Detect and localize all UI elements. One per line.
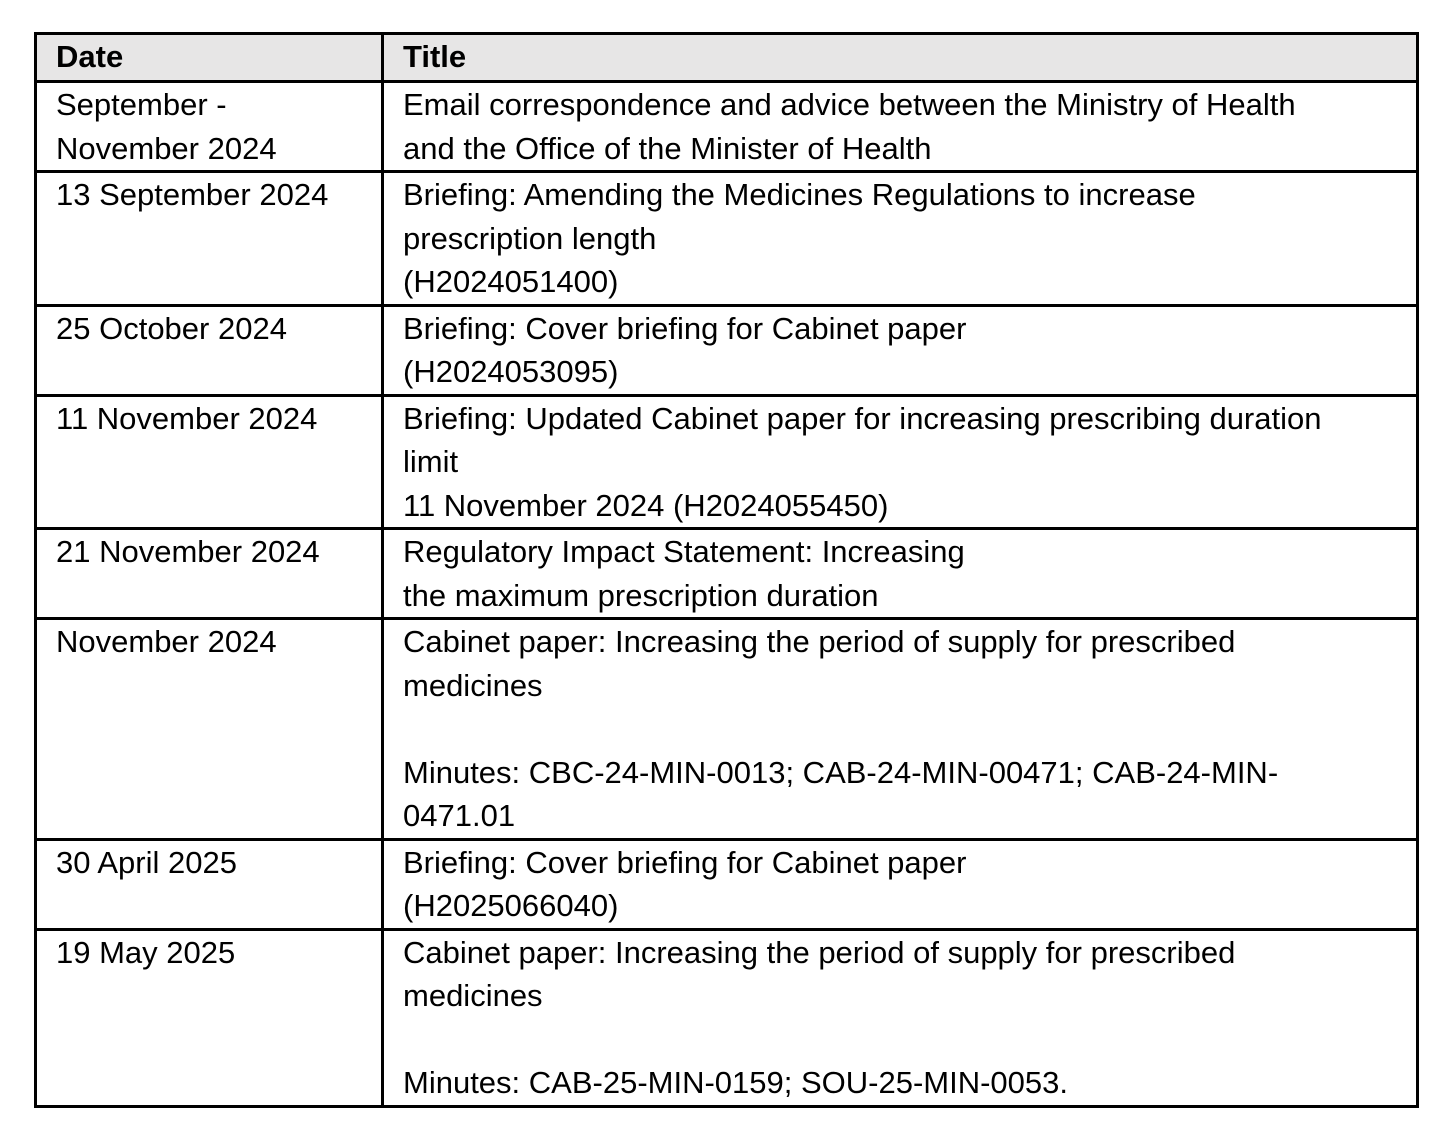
title-line: medicines [403,667,543,703]
header-date: Date [36,34,383,82]
title-cell [383,839,1418,929]
title-line: prescription length [403,220,657,256]
title-line: (H2024051400) [403,264,619,299]
table-header [36,34,1418,82]
header-row [36,34,1418,82]
date-line: 19 May 2025 [56,934,236,970]
title-cell [383,395,1418,529]
title-line: (H2024053095) [403,354,619,389]
blank-line [403,1018,1398,1062]
date-cell [36,839,383,929]
table-row [36,619,1418,840]
title-line: Briefing: Cover briefing for Cabinet paper [403,310,967,346]
title-line: 0471.01 [403,798,516,833]
title-cell [383,305,1418,395]
blank-line [403,707,1398,751]
title-cell [383,619,1418,840]
date-cell [36,529,383,619]
title-line: Briefing: Updated Cabinet paper for increasing prescribing duration [403,400,1322,436]
date-line: 13 September 2024 [56,177,329,212]
date-line: September - [56,87,227,122]
title-line: Cabinet paper: Increasing the period of supply for prescribed [403,624,1236,659]
title-line: Cabinet paper: Increasing the period of supply for prescribed [403,934,1236,970]
table-body [36,82,1418,1107]
date-line: 11 November 2024 [56,400,318,436]
table-row [36,395,1418,529]
date-cell [36,172,383,306]
date-line: 30 April 2025 [56,844,237,880]
title-cell [383,172,1418,306]
table-row [36,82,1418,172]
title-line: Regulatory Impact Statement: Increasing [403,534,965,569]
title-line: 11 November 2024 (H2024055450) [403,487,889,523]
table-row [36,305,1418,395]
title-line: Briefing: Amending the Medicines Regulations to increase [403,177,1196,212]
date-line: November 2024 [56,130,277,166]
header-title: Title [383,34,1418,82]
title-line: medicines [403,978,543,1013]
table-row [36,929,1418,1106]
title-cell [383,82,1418,172]
title-line: Minutes: CAB-25-MIN-0159; SOU-25-MIN-0053. [403,1065,1069,1100]
date-line: 25 October 2024 [56,310,287,346]
title-line: Minutes: CBC-24-MIN-0013; CAB-24-MIN-00471; CAB-24-MIN- [403,754,1279,790]
title-line: Email correspondence and advice between the Ministry of Health [403,87,1296,122]
title-cell [383,929,1418,1106]
title-line: Briefing: Cover briefing for Cabinet paper [403,844,967,880]
table-row [36,839,1418,929]
date-cell [36,929,383,1106]
date-cell [36,305,383,395]
documents-table [34,32,1419,1108]
date-cell [36,395,383,529]
table-row [36,172,1418,306]
title-cell [383,529,1418,619]
date-line: November 2024 [56,624,277,659]
table-row [36,529,1418,619]
title-line: limit [403,444,459,479]
date-cell [36,82,383,172]
date-cell [36,619,383,840]
date-line: 21 November 2024 [56,534,320,569]
title-line: the maximum prescription duration [403,577,879,613]
title-line: (H2025066040) [403,888,619,923]
title-line: and the Office of the Minister of Health [403,130,932,166]
